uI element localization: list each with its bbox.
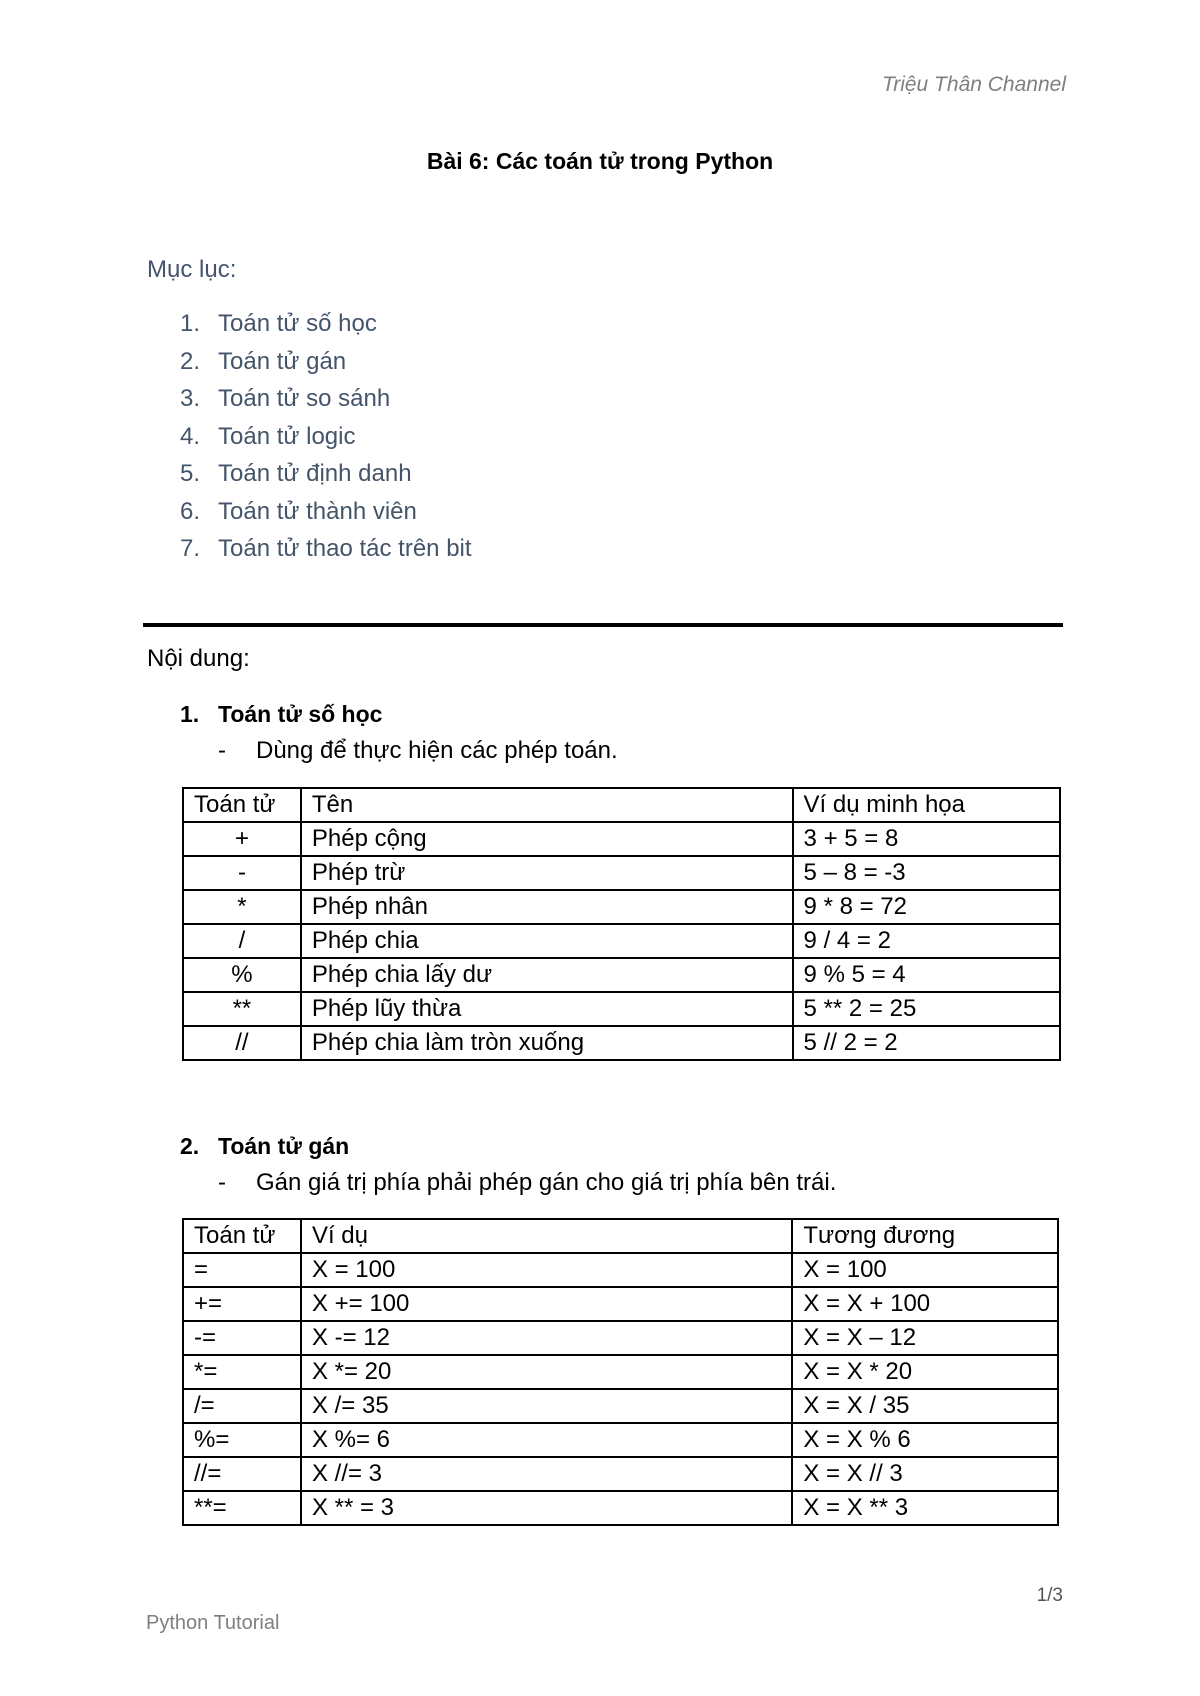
table-row: [183, 1457, 1058, 1491]
table-cell: +=: [183, 1287, 301, 1321]
bullet-text: Gán giá trị phía phải phép gán cho giá trị phía bên trái.: [256, 1169, 837, 1196]
toc-item[interactable]: [180, 422, 472, 460]
table-cell: 9 / 4 = 2: [793, 924, 1060, 958]
toc-item[interactable]: [180, 534, 472, 572]
horizontal-rule: [143, 623, 1063, 627]
toc-item-number: 7.: [180, 535, 201, 562]
table-cell: **=: [183, 1491, 301, 1525]
table-row: [183, 890, 1060, 924]
toc-item[interactable]: [180, 459, 472, 497]
table-header-cell: Tương đương: [792, 1219, 1058, 1253]
table-cell: X %= 6: [301, 1423, 792, 1457]
section-description: [218, 1169, 836, 1197]
table-cell: X = X ** 3: [792, 1491, 1058, 1525]
assignment-operators-table: [182, 1218, 1059, 1526]
toc-heading: Mục lục:: [147, 256, 237, 283]
table-cell: X = 100: [301, 1253, 792, 1287]
table-row: [183, 1389, 1058, 1423]
section-title-arithmetic: [180, 701, 382, 728]
bullet-dash: -: [218, 737, 226, 764]
table-cell: *: [183, 890, 301, 924]
table-cell: X = 100: [792, 1253, 1058, 1287]
table-cell: X = X / 35: [792, 1389, 1058, 1423]
table-cell: //: [183, 1026, 301, 1060]
toc-item-label: Toán tử thao tác trên bit: [218, 535, 472, 562]
table-cell: 9 % 5 = 4: [793, 958, 1060, 992]
table-cell: X = X // 3: [792, 1457, 1058, 1491]
table-cell: +: [183, 822, 301, 856]
table-cell: /: [183, 924, 301, 958]
toc-item[interactable]: [180, 309, 472, 347]
toc-item-number: 1.: [180, 310, 201, 337]
table-cell: Phép chia làm tròn xuống: [301, 1026, 793, 1060]
table-cell: 5 – 8 = -3: [793, 856, 1060, 890]
toc-item-number: 2.: [180, 347, 201, 375]
table-row: [183, 1253, 1058, 1287]
table-cell: %=: [183, 1423, 301, 1457]
section-title-assignment: [180, 1133, 349, 1160]
table-row: [183, 1321, 1058, 1355]
header-channel: Triệu Thân Channel: [881, 73, 1066, 96]
table-cell: %: [183, 958, 301, 992]
page-title: Bài 6: Các toán tử trong Python: [426, 148, 774, 174]
table-header-row: [183, 1219, 1058, 1253]
toc-item[interactable]: [180, 497, 472, 535]
content-heading: Nội dung:: [147, 645, 250, 672]
section-number: 1.: [180, 701, 200, 727]
table-header-cell: Toán tử: [183, 788, 301, 822]
table-cell: X -= 12: [301, 1321, 792, 1355]
toc-item-label: Toán tử thành viên: [218, 497, 417, 525]
table-row: [183, 958, 1060, 992]
table-cell: 3 + 5 = 8: [793, 822, 1060, 856]
table-cell: Phép trừ: [301, 856, 793, 890]
table-row: [183, 992, 1060, 1026]
table-cell: 5 // 2 = 2: [793, 1026, 1060, 1060]
section-title-text: Toán tử gán: [218, 1133, 350, 1159]
table-cell: X = X * 20: [792, 1355, 1058, 1389]
table-cell: 5 ** 2 = 25: [793, 992, 1060, 1026]
table-cell: //=: [183, 1457, 301, 1491]
table-cell: X /= 35: [301, 1389, 792, 1423]
table-header-cell: Ví dụ: [301, 1219, 792, 1253]
arithmetic-operators-table: [182, 787, 1061, 1061]
table-cell: Phép chia lấy dư: [301, 958, 793, 992]
toc-item-number: 4.: [180, 422, 201, 450]
toc-item[interactable]: [180, 384, 472, 422]
table-cell: X ** = 3: [301, 1491, 792, 1525]
table-cell: X *= 20: [301, 1355, 792, 1389]
toc-list: [180, 309, 472, 572]
toc-item-label: Toán tử so sánh: [218, 385, 391, 412]
table-row: [183, 856, 1060, 890]
table-cell: X //= 3: [301, 1457, 792, 1491]
toc-item-number: 6.: [180, 497, 201, 525]
table-cell: *=: [183, 1355, 301, 1389]
table-cell: 9 * 8 = 72: [793, 890, 1060, 924]
table-cell: X += 100: [301, 1287, 792, 1321]
table-row: [183, 1423, 1058, 1457]
table-cell: =: [183, 1253, 301, 1287]
table-cell: **: [183, 992, 301, 1026]
table-row: [183, 1355, 1058, 1389]
table-header-row: [183, 788, 1060, 822]
table-header-cell: Toán tử: [183, 1219, 301, 1253]
section-title-text: Toán tử số học: [218, 701, 383, 727]
table-header-cell: Ví dụ minh họa: [793, 788, 1060, 822]
table-cell: -: [183, 856, 301, 890]
table-cell: Phép chia: [301, 924, 793, 958]
table-cell: X = X + 100: [792, 1287, 1058, 1321]
table-cell: X = X – 12: [792, 1321, 1058, 1355]
table-row: [183, 1491, 1058, 1525]
toc-item-label: Toán tử logic: [218, 422, 356, 450]
table-row: [183, 822, 1060, 856]
bullet-text: Dùng để thực hiện các phép toán.: [256, 737, 618, 764]
toc-item-number: 5.: [180, 460, 201, 487]
toc-item-label: Toán tử định danh: [218, 460, 412, 487]
footer-label: Python Tutorial: [146, 1612, 280, 1634]
toc-item[interactable]: [180, 347, 472, 385]
page-number: 1/3: [1036, 1585, 1063, 1606]
table-cell: Phép lũy thừa: [301, 992, 793, 1026]
toc-item-label: Toán tử số học: [218, 310, 377, 337]
table-cell: Phép cộng: [301, 822, 793, 856]
bullet-dash: -: [218, 1169, 226, 1196]
toc-item-number: 3.: [180, 385, 201, 412]
table-cell: Phép nhân: [301, 890, 793, 924]
table-cell: /=: [183, 1389, 301, 1423]
section-description: [218, 737, 618, 765]
table-cell: -=: [183, 1321, 301, 1355]
table-cell: X = X % 6: [792, 1423, 1058, 1457]
section-number: 2.: [180, 1133, 200, 1159]
table-row: [183, 1026, 1060, 1060]
table-header-cell: Tên: [301, 788, 793, 822]
table-row: [183, 1287, 1058, 1321]
table-row: [183, 924, 1060, 958]
toc-item-label: Toán tử gán: [218, 347, 347, 375]
